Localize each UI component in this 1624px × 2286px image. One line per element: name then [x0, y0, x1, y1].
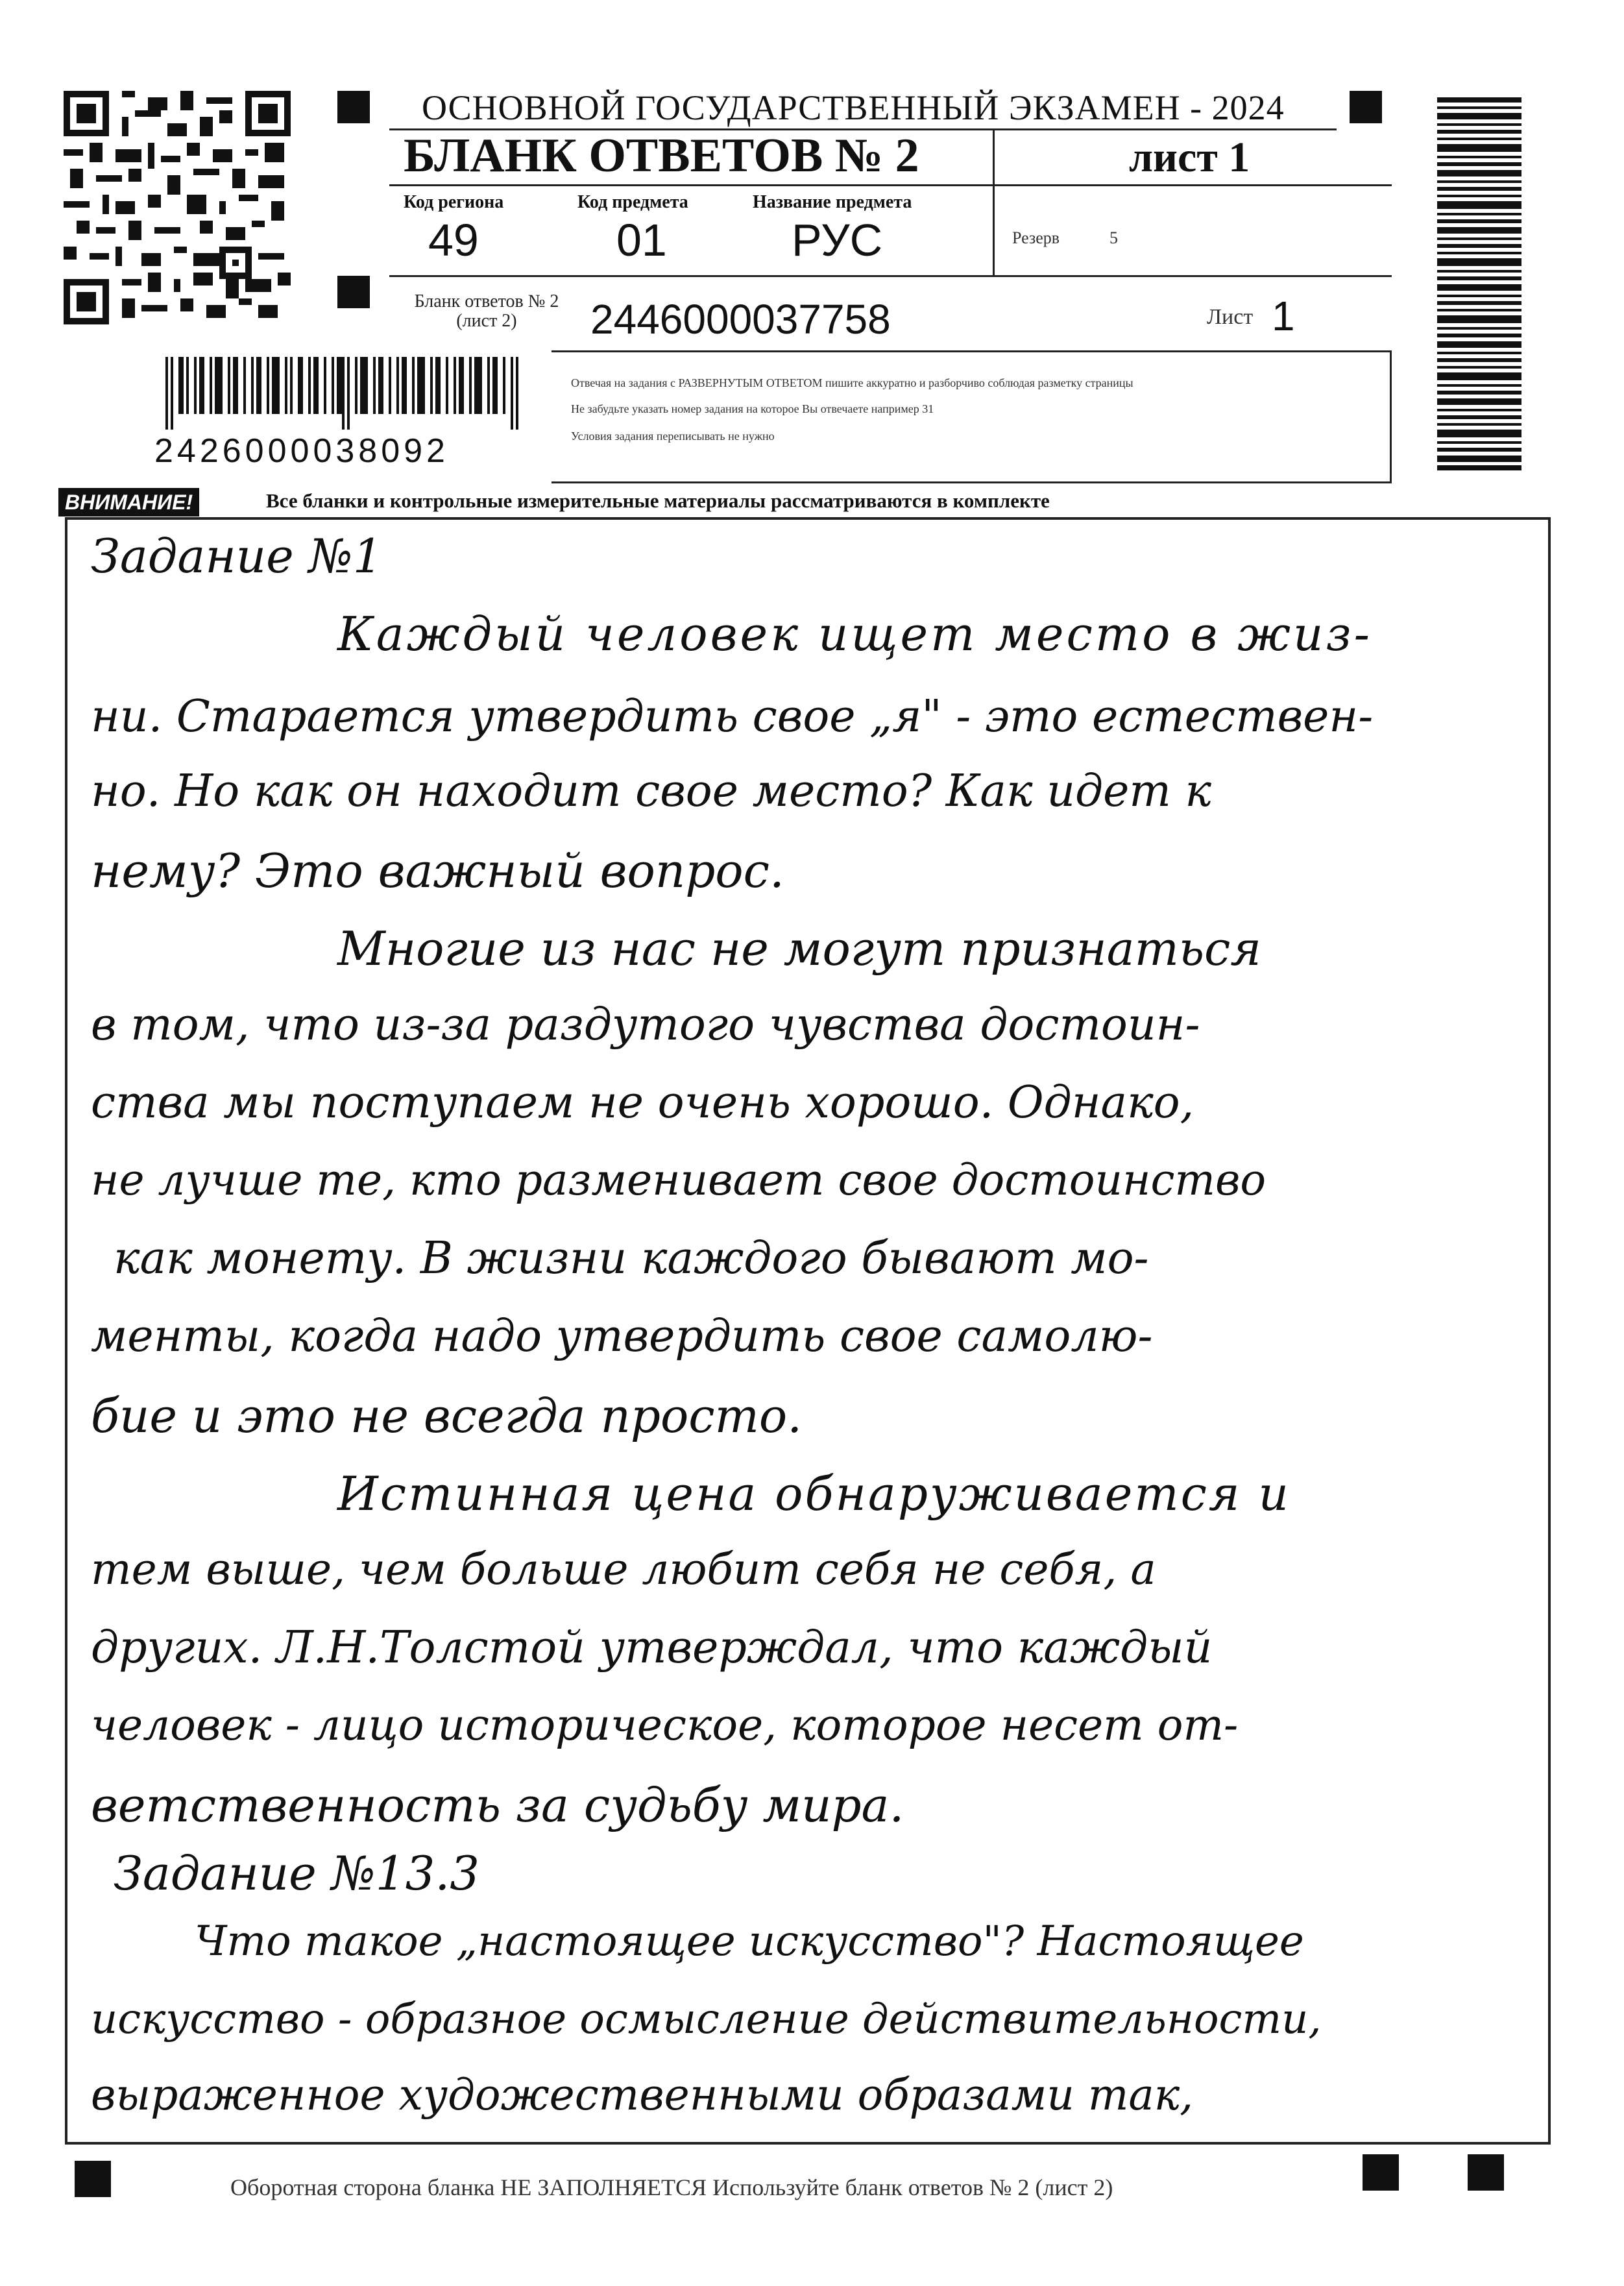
- exam-title: ОСНОВНОЙ ГОСУДАРСТВЕННЫЙ ЭКЗАМЕН - 2024: [422, 88, 1285, 127]
- region-label: Код региона: [404, 192, 504, 212]
- instruction-line-2: Не забудьте указать номер задания на которое Вы отвечаете например 31: [571, 402, 934, 415]
- answer-line: нему? Это важный вопрос.: [91, 844, 784, 898]
- answer-line: Истинная цена обнаруживается и: [337, 1466, 1291, 1521]
- subject-code-label: Код предмета: [577, 192, 688, 212]
- header-rule-2: [389, 275, 1392, 277]
- footer-text: Оборотная сторона бланка НЕ ЗАПОЛНЯЕТСЯ Используйте бланк ответов № 2 (лист 2): [230, 2174, 1113, 2200]
- vertical-stripe-code: [1437, 97, 1521, 474]
- answer-line: Каждый человек ищет место в жиз-: [337, 607, 1372, 661]
- reserve-value: 5: [1109, 228, 1118, 247]
- answer-line: бие и это не всегда просто.: [91, 1389, 803, 1443]
- answer-line: других. Л.Н.Толстой утверждал, что каждый: [91, 1622, 1213, 1673]
- answer-line: менты, когда надо утвердить свое самолю-: [91, 1311, 1153, 1362]
- answer-line: ни. Старается утвердить свое „я" - это естествен-: [91, 691, 1374, 742]
- registration-mark-bottom-right-1: [1363, 2154, 1399, 2191]
- sheet-label: лист 1: [1129, 134, 1250, 181]
- registration-mark-bottom-left: [75, 2161, 111, 2197]
- header-rule-3: [551, 350, 1392, 352]
- answer-line: выраженное художественными образами так,: [91, 2070, 1194, 2120]
- answer-line: но. Но как он находит свое место? Как идет к: [91, 766, 1212, 817]
- qr-code: [64, 91, 291, 328]
- barcode-number: 2426000038092: [154, 432, 449, 470]
- answer-line: ветственность за судьбу мира.: [91, 1778, 904, 1832]
- answer-line: как монету. В жизни каждого бывают мо-: [114, 1233, 1149, 1284]
- attention-badge: ВНИМАНИЕ!: [58, 488, 199, 517]
- answer-line: Задание №1: [91, 529, 383, 583]
- region-value: 49: [428, 215, 479, 265]
- list-number: 1: [1272, 293, 1295, 339]
- attention-text: Все бланки и контрольные измерительные материалы рассматриваются в комплекте: [266, 489, 1050, 512]
- sheet2-label: [399, 292, 574, 331]
- registration-mark-bottom-right-2: [1468, 2154, 1504, 2191]
- answer-line: искусство - образное осмысление действительности,: [91, 1995, 1322, 2043]
- sheet2-label-line2: (лист 2): [456, 311, 517, 331]
- header-rule-1: [389, 184, 1392, 186]
- subject-code-value: 01: [616, 215, 667, 265]
- form-number: 2446000037758: [590, 296, 891, 343]
- answer-line: Что такое „настоящее искусство"? Настоящее: [195, 1917, 1304, 1965]
- instruction-right-border: [1390, 350, 1392, 483]
- instruction-line-1: Отвечая на задания с РАЗВЕРНУТЫМ ОТВЕТОМ пишите аккуратно и разборчиво соблюдая разметку страницы: [571, 376, 1133, 389]
- sheet2-label-line1: Бланк ответов № 2: [414, 291, 559, 311]
- registration-mark-mid-left: [337, 276, 370, 308]
- reserve-label: Резерв: [1012, 228, 1060, 247]
- blank-title: БЛАНК ОТВЕТОВ № 2: [404, 129, 919, 182]
- answer-line: Задание №13.3: [114, 1846, 480, 1901]
- registration-mark-top-left: [337, 91, 370, 123]
- subject-name-label: Название предмета: [753, 192, 912, 212]
- answer-line: человек - лицо историческое, которое несет от-: [91, 1700, 1239, 1750]
- answer-line: в том, что из-за раздутого чувства достоин-: [91, 999, 1200, 1051]
- answer-line: не лучше те, кто разменивает свое достоинство: [91, 1155, 1266, 1205]
- barcode: [165, 357, 529, 433]
- codes-divider: [993, 184, 995, 275]
- answer-line: ства мы поступаем не очень хорошо. Однако,: [91, 1077, 1194, 1128]
- list-label: Лист: [1207, 305, 1254, 329]
- answer-line: Многие из нас не могут признаться: [337, 921, 1262, 976]
- registration-mark-top-right: [1350, 91, 1382, 123]
- subject-name-value: РУС: [792, 215, 883, 265]
- instruction-bottom-border: [551, 481, 1392, 483]
- instruction-line-3: Условия задания переписывать не нужно: [571, 430, 775, 443]
- answer-line: тем выше, чем больше любит себя не себя, а: [91, 1544, 1156, 1594]
